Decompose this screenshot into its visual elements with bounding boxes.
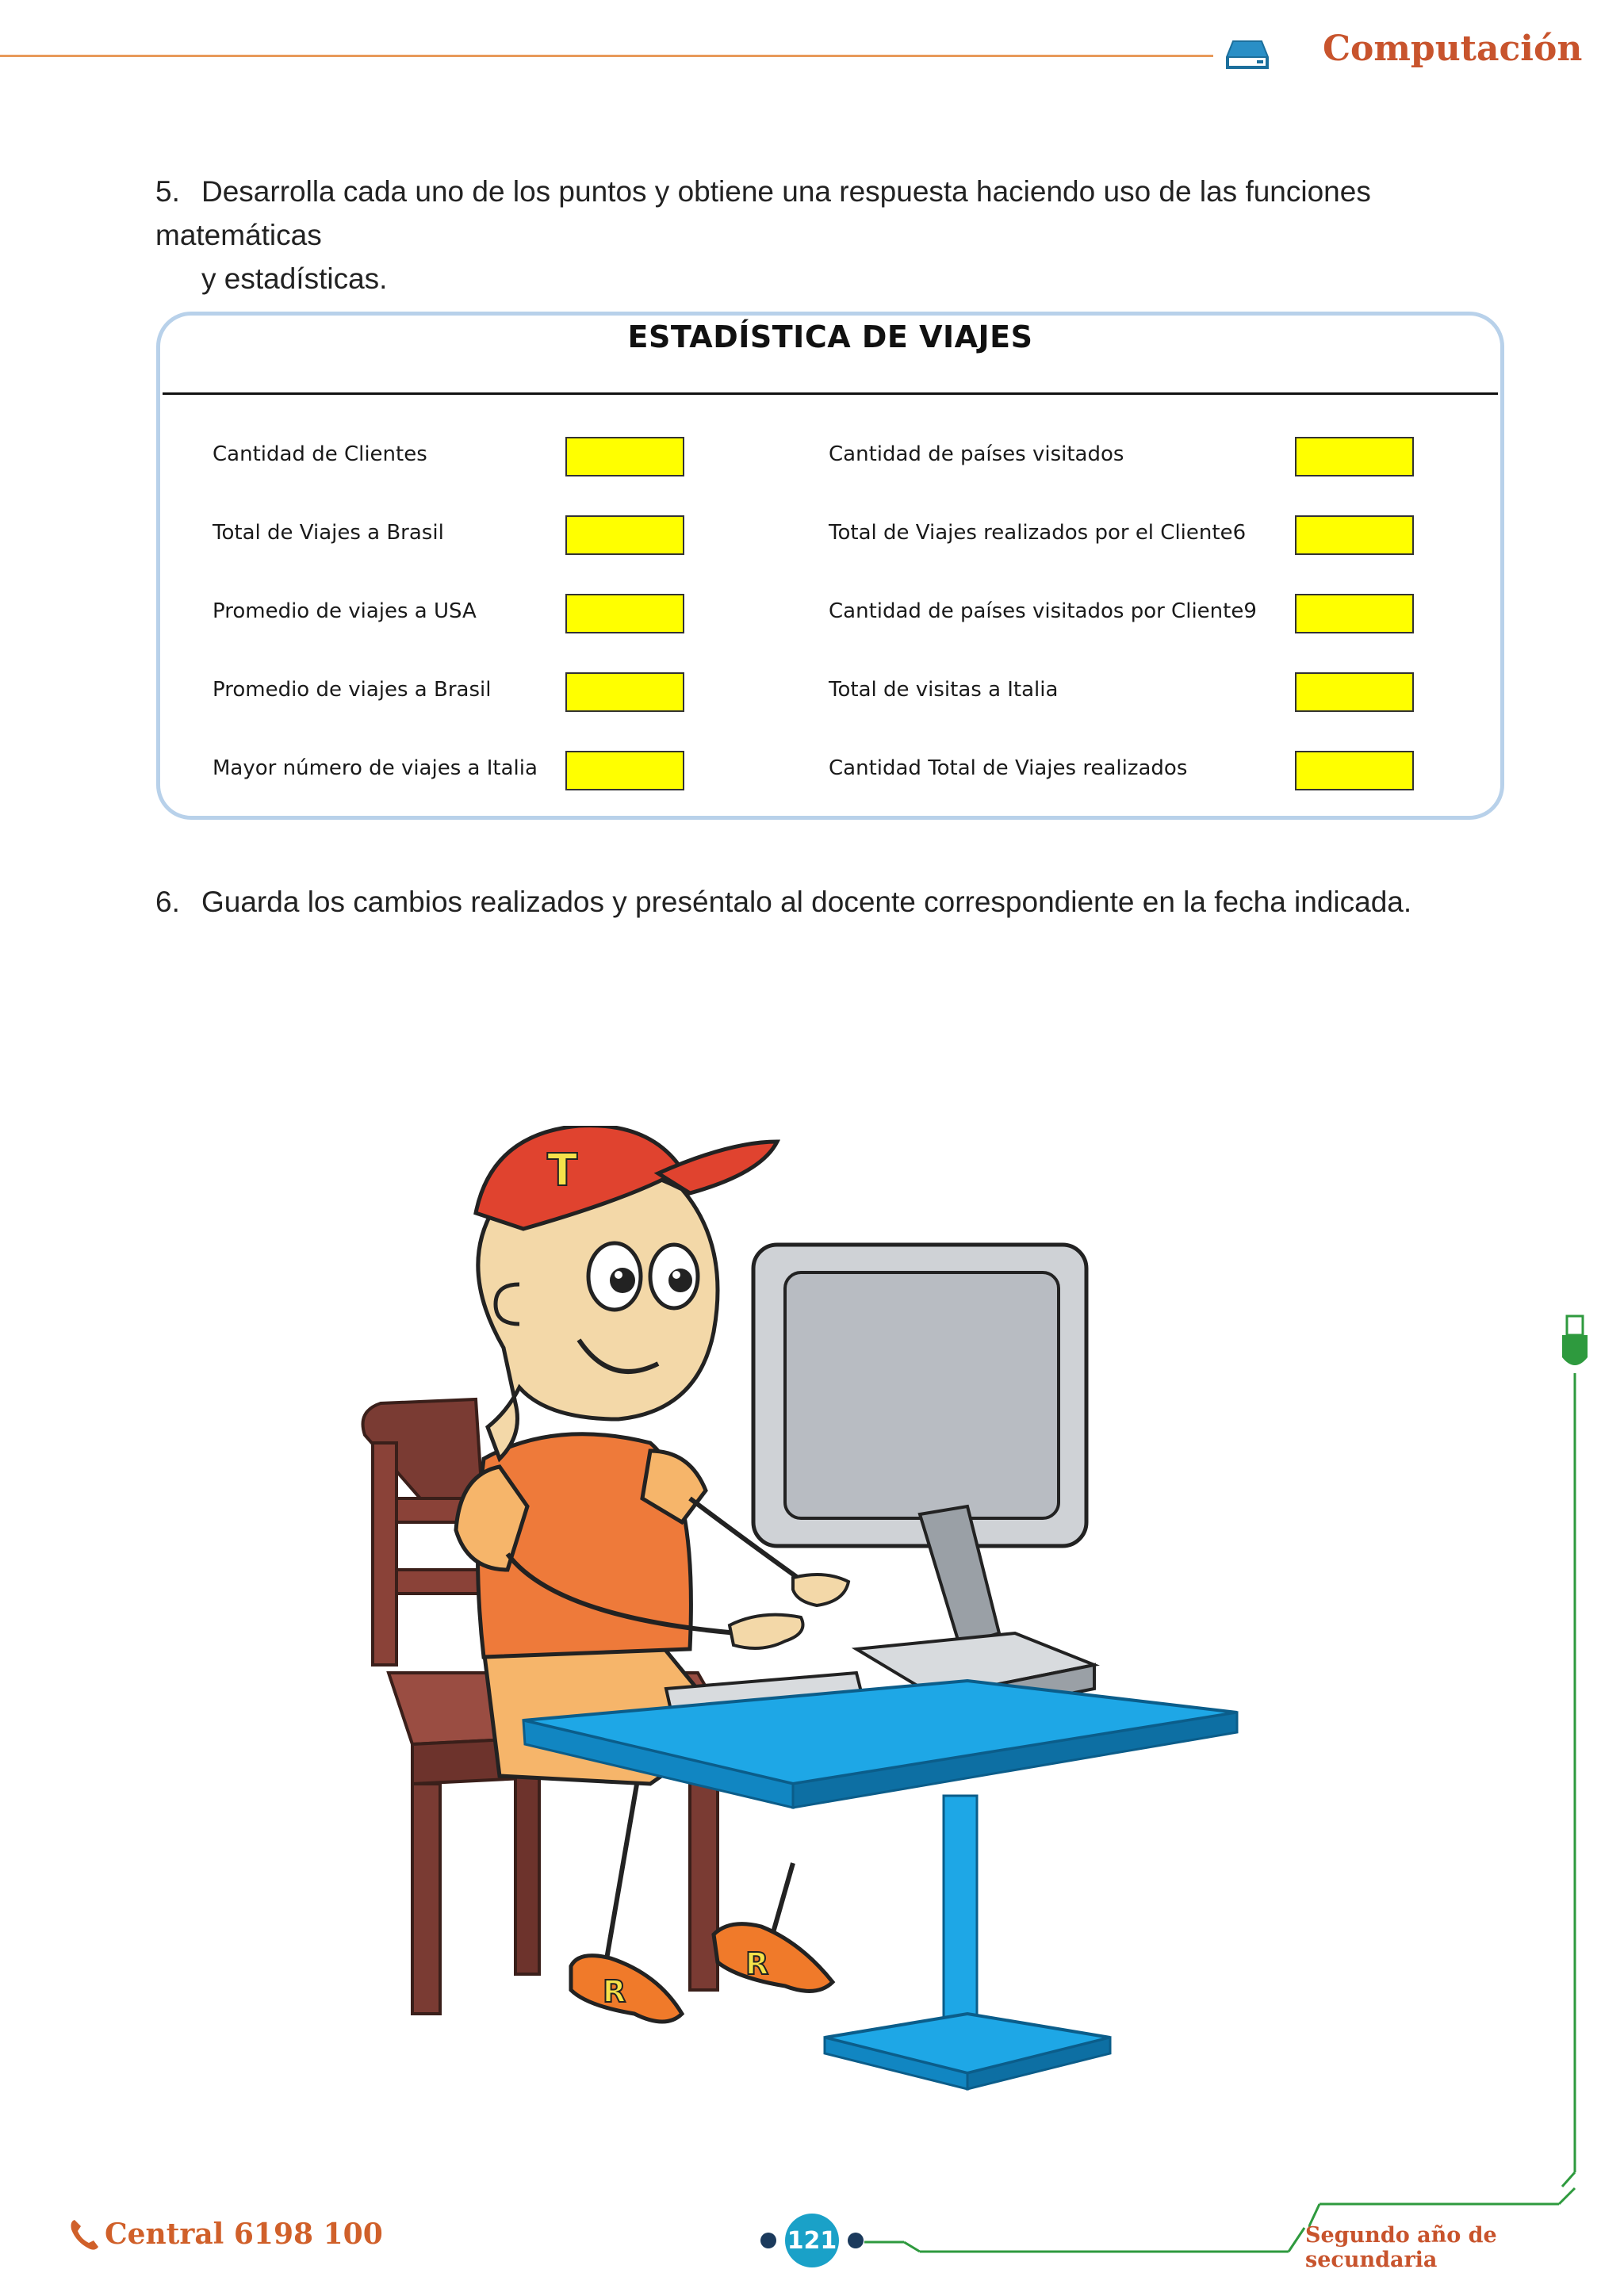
monitor bbox=[753, 1245, 1094, 1720]
stat-label-brazil-total: Total de Viajes a Brasil bbox=[213, 521, 444, 545]
instruction-text: Desarrolla cada uno de los puntos y obtiene una respuesta haciendo uso de las funciones matemáticas bbox=[155, 175, 1371, 251]
page-number-badge bbox=[757, 2212, 868, 2267]
answer-box-italy-max[interactable] bbox=[565, 751, 684, 790]
answer-box-brazil-average[interactable] bbox=[565, 672, 684, 712]
travel-stats-panel bbox=[156, 312, 1504, 820]
shoe-letter: R bbox=[603, 1974, 626, 2009]
cap-letter: T bbox=[547, 1145, 578, 1196]
page-number: 121 bbox=[785, 2214, 839, 2267]
footer-line bbox=[841, 2212, 1316, 2275]
answer-box-brazil-total[interactable] bbox=[565, 515, 684, 555]
stat-label-clients: Cantidad de Clientes bbox=[213, 442, 427, 466]
answer-box-client9-countries[interactable] bbox=[1295, 594, 1414, 633]
instruction-number: 5. bbox=[155, 175, 180, 208]
stat-label-total-trips: Cantidad Total de Viajes realizados bbox=[829, 756, 1188, 780]
answer-box-italy-visits[interactable] bbox=[1295, 672, 1414, 712]
drive-icon bbox=[1225, 36, 1270, 71]
instruction-5 bbox=[155, 170, 1511, 300]
answer-box-countries[interactable] bbox=[1295, 437, 1414, 476]
stat-label-brazil-average: Promedio de viajes a Brasil bbox=[213, 678, 492, 702]
shoe-letter: R bbox=[745, 1946, 769, 1981]
stat-label-client6-trips: Total de Viajes realizados por el Cliente6 bbox=[829, 521, 1247, 545]
stat-label-usa-average: Promedio de viajes a USA bbox=[213, 599, 477, 623]
stat-label-italy-visits: Total de visitas a Italia bbox=[829, 678, 1059, 702]
phone-icon bbox=[68, 2217, 100, 2252]
panel-divider bbox=[163, 392, 1498, 395]
desk bbox=[523, 1681, 1237, 2089]
subject-title: Computación bbox=[1323, 29, 1583, 69]
shoe-left bbox=[571, 1956, 682, 2022]
instruction-number: 6. bbox=[155, 886, 180, 918]
panel-title: ESTADÍSTICA DE VIAJES bbox=[627, 320, 1033, 354]
footer-phone bbox=[68, 2217, 383, 2252]
answer-box-total-trips[interactable] bbox=[1295, 751, 1414, 790]
stat-label-italy-max: Mayor número de viajes a Italia bbox=[213, 756, 538, 780]
shoe-right bbox=[714, 1924, 833, 1992]
instruction-6 bbox=[155, 880, 1511, 924]
instruction-text: Guarda los cambios realizados y preséntalo al docente correspondiente en la fecha indicada. bbox=[201, 886, 1412, 918]
instruction-text-continued: y estadísticas. bbox=[201, 262, 388, 295]
stat-label-client9-countries: Cantidad de países visitados por Cliente9 bbox=[829, 599, 1257, 623]
grade-label: Segundo año de secundaria bbox=[1305, 2223, 1497, 2272]
stat-label-countries: Cantidad de países visitados bbox=[829, 442, 1124, 466]
answer-box-clients[interactable] bbox=[565, 437, 684, 476]
student-at-computer-illustration bbox=[317, 1126, 1348, 2149]
answer-box-usa-average[interactable] bbox=[565, 594, 684, 633]
answer-box-client6-trips[interactable] bbox=[1295, 515, 1414, 555]
header-rule bbox=[0, 55, 1213, 57]
phone-label: Central 6198 100 bbox=[105, 2218, 383, 2251]
usb-connector-icon bbox=[1546, 1300, 1624, 2275]
